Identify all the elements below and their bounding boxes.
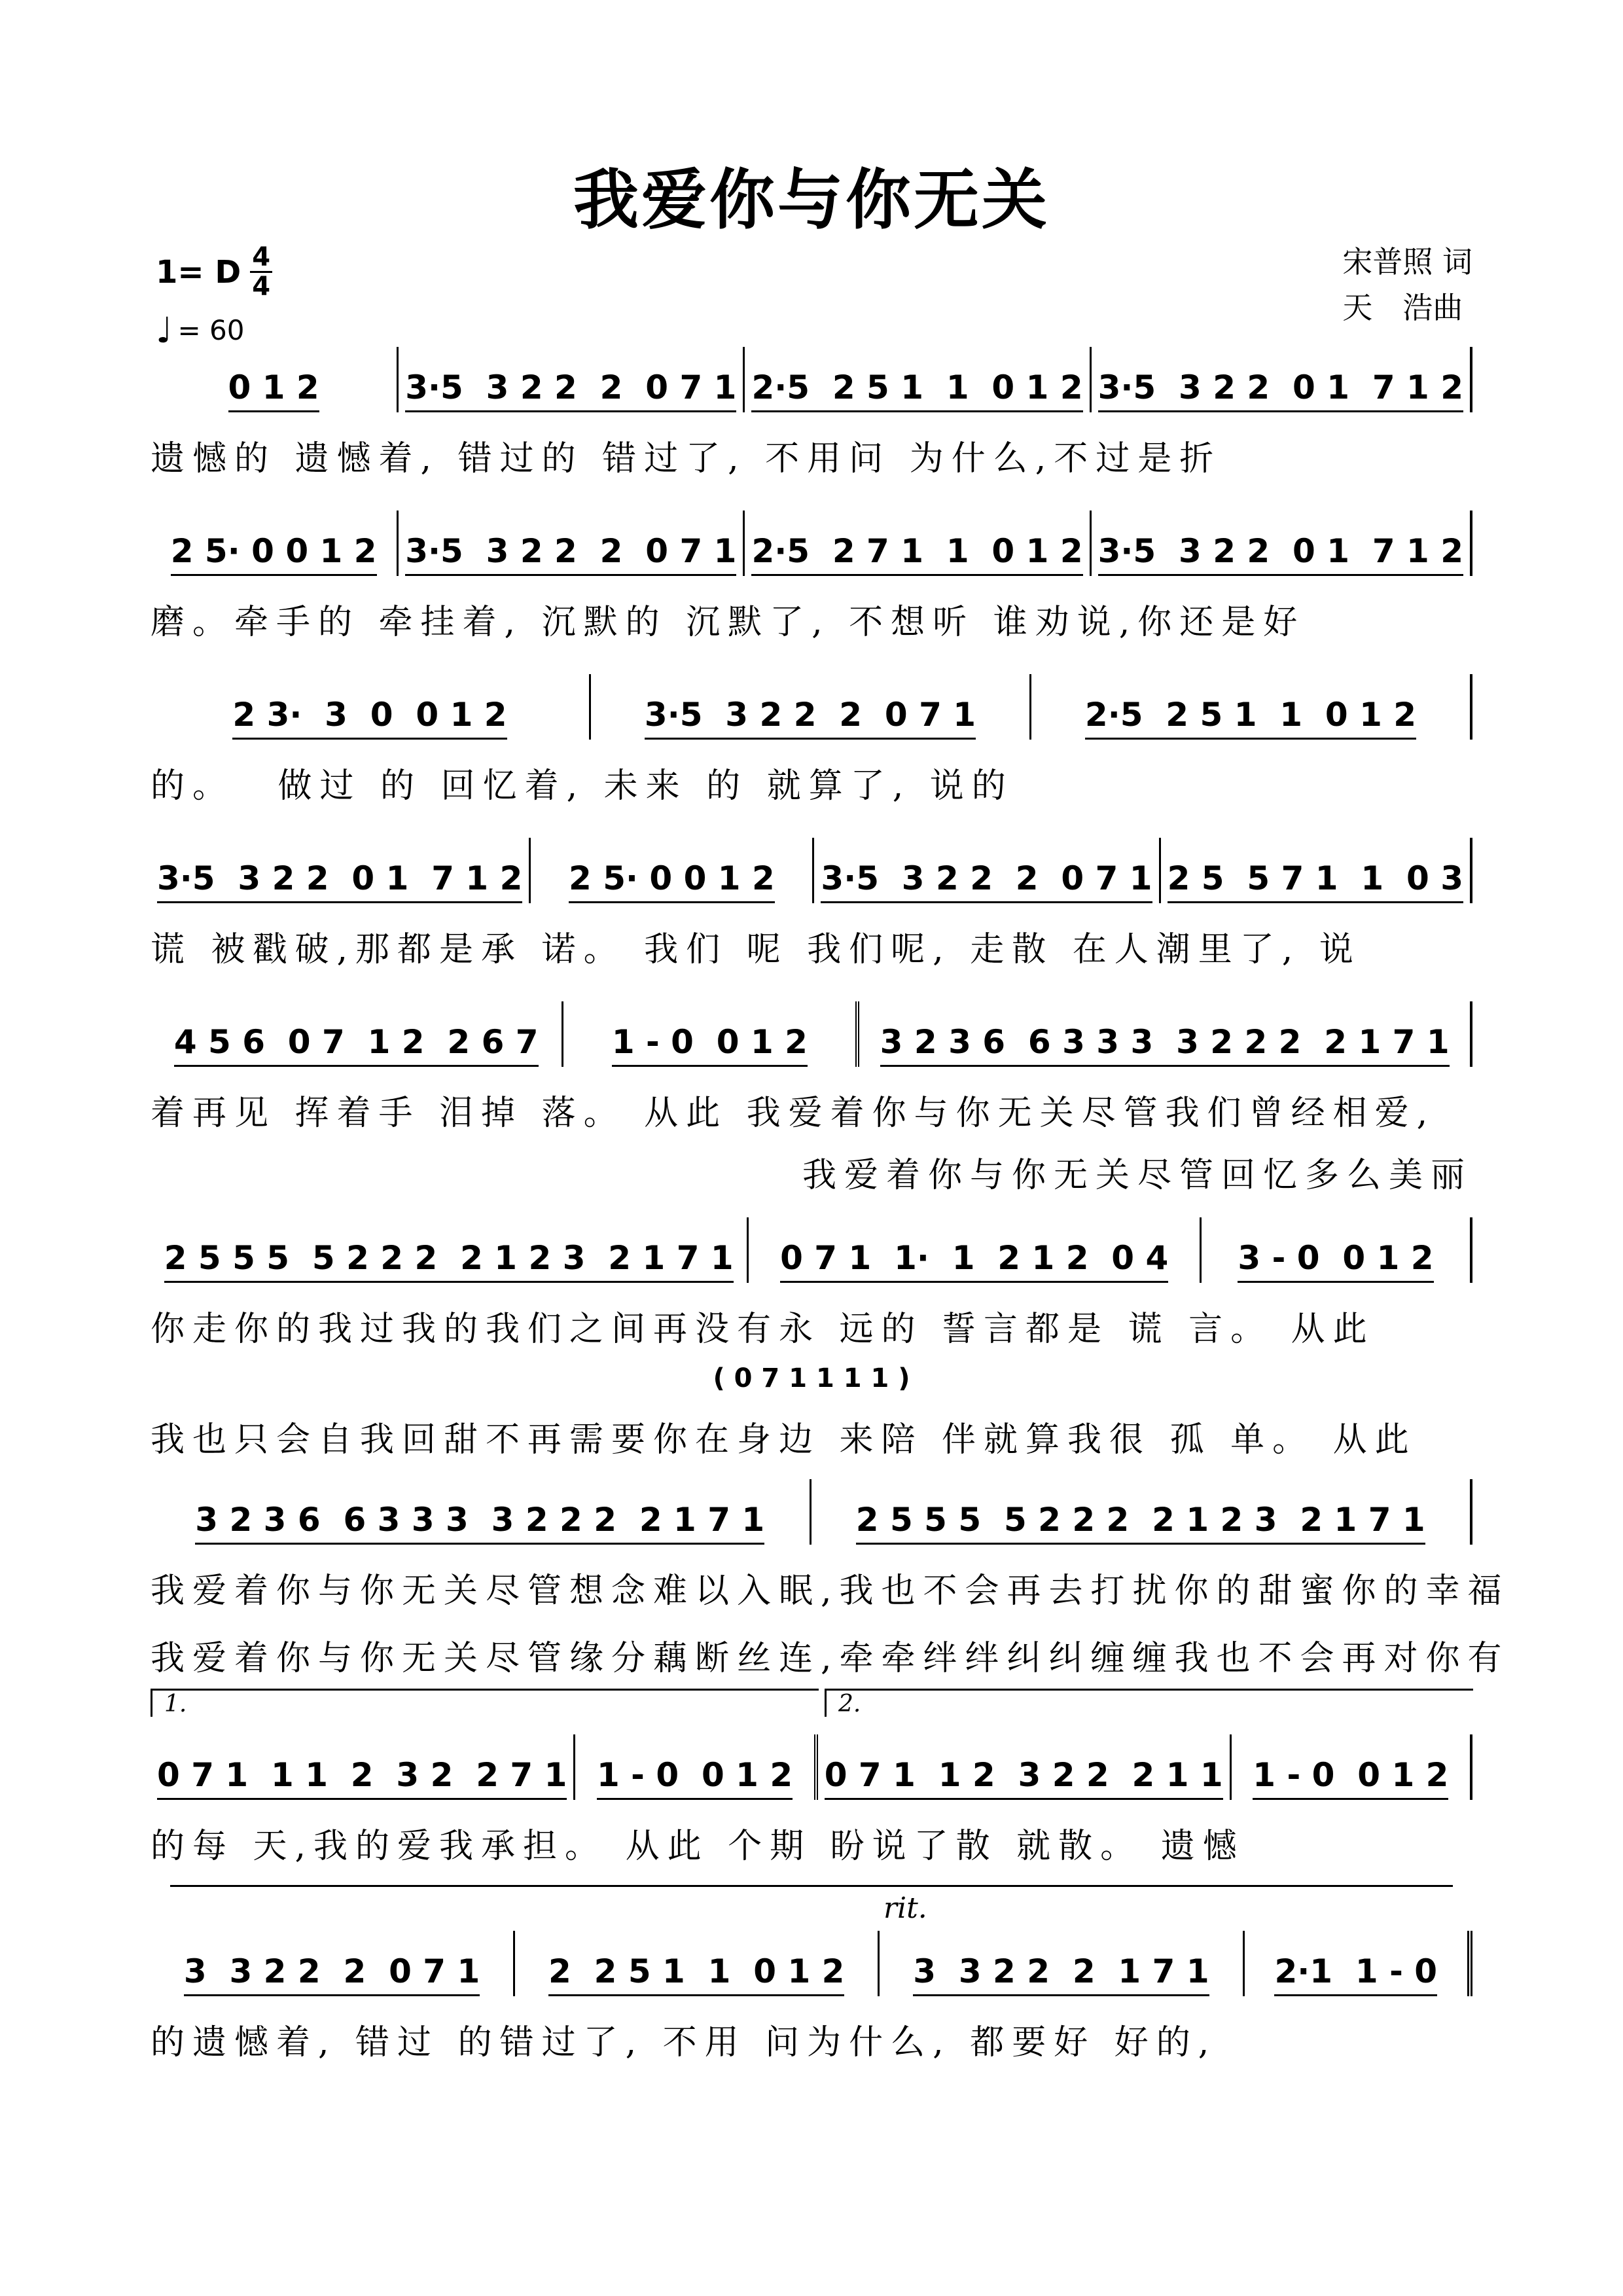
measure-notes: 2·5 2 7 1 1 0 1 2 bbox=[751, 532, 1082, 576]
measure bbox=[397, 347, 743, 412]
measure-notes: 3·5 3 2 2 0 1 7 1 2 bbox=[157, 859, 522, 903]
measure bbox=[151, 1931, 513, 1996]
measure bbox=[814, 1734, 1230, 1800]
measure bbox=[1200, 1217, 1470, 1283]
lyrics-line-2: 我爱着你与你无关尽管缘分藕断丝连,牵牵绊绊纠纠缠缠我也不会再对你有 bbox=[151, 1639, 1510, 1678]
score-system-6 bbox=[151, 1217, 1472, 1461]
time-sig-bottom: 4 bbox=[252, 272, 271, 302]
measure-notes: 3 3 2 2 2 1 7 1 bbox=[913, 1952, 1209, 1996]
measure bbox=[878, 1931, 1242, 1996]
measure-notes: 3·5 3 2 2 2 0 7 1 bbox=[645, 696, 976, 740]
measure-notes: 2·1 1 - 0 bbox=[1274, 1952, 1437, 1996]
score-meta bbox=[156, 243, 272, 351]
quarter-note-icon: ♩ bbox=[156, 310, 173, 351]
measure bbox=[397, 511, 743, 576]
score-system-4 bbox=[151, 838, 1472, 971]
lyrics-line: 磨。牵手的 牵挂着, 沉默的 沉默了, 不想听 谁劝说,你还是好 bbox=[151, 603, 1306, 642]
measure-notes: 3·5 3 2 2 0 1 7 1 2 bbox=[1098, 532, 1463, 576]
score-system-9 bbox=[151, 1885, 1472, 2064]
lyrics-line: 遗憾的 遗憾着, 错过的 错过了, 不用问 为什么,不过是折 bbox=[151, 439, 1222, 478]
measure-notes: 2 3· 3 0 0 1 2 bbox=[232, 696, 507, 740]
page-title: 我爱你与你无关 bbox=[573, 161, 1050, 238]
measure bbox=[747, 1217, 1200, 1283]
measure-notes: 0 7 1 1· 1 2 1 2 0 4 bbox=[780, 1239, 1168, 1283]
measure bbox=[810, 1479, 1471, 1545]
score-system-2 bbox=[151, 511, 1472, 643]
measure-notes: 3 - 0 0 1 2 bbox=[1238, 1239, 1433, 1283]
lyrics-line: 的。 做过 的 回忆着, 未来 的 就算了, 说的 bbox=[151, 766, 1014, 806]
measure-notes: 3·5 3 2 2 2 0 7 1 bbox=[405, 532, 736, 576]
measure-notes: 3·5 3 2 2 0 1 7 1 2 bbox=[1098, 368, 1463, 412]
measure-notes: 2·5 2 5 1 1 0 1 2 bbox=[1085, 696, 1416, 740]
measure bbox=[1230, 1734, 1470, 1800]
measure bbox=[573, 1734, 813, 1800]
measure-notes: 0 7 1 1 2 3 2 2 2 1 1 bbox=[825, 1756, 1223, 1800]
measure-notes: 1 - 0 0 1 2 bbox=[1253, 1756, 1448, 1800]
key-signature bbox=[156, 243, 272, 300]
measure bbox=[151, 838, 529, 903]
alternate-notes: ( 0 7 1 1 1 1 ) bbox=[713, 1363, 910, 1393]
measure-notes: 2 5· 0 0 1 2 bbox=[569, 859, 775, 903]
measure bbox=[151, 511, 397, 576]
measure-notes: 2·5 2 5 1 1 0 1 2 bbox=[751, 368, 1082, 412]
lyricist-credit: 宋普照 词 bbox=[1342, 244, 1472, 279]
lyrics-line-2: 我爱着你与你无关尽管回忆多么美丽 bbox=[802, 1156, 1472, 1195]
tempo-marking bbox=[156, 310, 272, 351]
measure-notes: 0 1 2 bbox=[228, 368, 319, 412]
measure bbox=[151, 1734, 573, 1800]
lyrics-line: 你走你的我过我的我们之间再没有永 远的 誓言都是 谎 言。 从此 bbox=[151, 1310, 1375, 1349]
score-system-5 bbox=[151, 1001, 1472, 1196]
measure bbox=[513, 1931, 878, 1996]
measure-notes: 3 2 3 6 6 3 3 3 3 2 2 2 2 1 7 1 bbox=[880, 1023, 1450, 1067]
measure-notes: 2 5 5 7 1 1 0 3 bbox=[1168, 859, 1463, 903]
ritardando-marking: rit. bbox=[883, 1892, 927, 1925]
composer-credit: 天 浩曲 bbox=[1342, 290, 1463, 325]
measure-notes: 1 - 0 0 1 2 bbox=[612, 1023, 808, 1067]
key-label: 1= D bbox=[156, 253, 241, 291]
measure-notes: 3·5 3 2 2 2 0 7 1 bbox=[821, 859, 1152, 903]
measure bbox=[529, 838, 812, 903]
measure bbox=[1090, 347, 1470, 412]
score-system-1 bbox=[151, 347, 1472, 480]
measure-notes: 3 3 2 2 2 0 7 1 bbox=[184, 1952, 480, 1996]
measure-notes: 2 5 5 5 5 2 2 2 2 1 2 3 2 1 7 1 bbox=[164, 1239, 734, 1283]
measure bbox=[562, 1001, 855, 1067]
score-system-8 bbox=[151, 1689, 1472, 1867]
measure-notes: 3·5 3 2 2 2 0 7 1 bbox=[405, 368, 736, 412]
measure-notes: 4 5 6 0 7 1 2 2 6 7 bbox=[174, 1023, 539, 1067]
lyrics-line: 我爱着你与你无关尽管想念难以入眠,我也不会再去打扰你的甜蜜你的幸福 bbox=[151, 1571, 1510, 1611]
measure-notes: 2 2 5 1 1 0 1 2 bbox=[548, 1952, 844, 1996]
measure-notes: 1 - 0 0 1 2 bbox=[597, 1756, 793, 1800]
score-system-3 bbox=[151, 674, 1472, 807]
measure bbox=[812, 838, 1158, 903]
volta-first-ending: 1. bbox=[151, 1689, 819, 1717]
measure bbox=[151, 347, 397, 412]
measure bbox=[1090, 511, 1470, 576]
volta-second-ending: 2. bbox=[825, 1689, 1473, 1717]
measure bbox=[1243, 1931, 1468, 1996]
lyrics-line-2: 我也只会自我回甜不再需要你在身边 来陪 伴就算我很 孤 单。 从此 bbox=[151, 1420, 1417, 1460]
measure bbox=[151, 674, 589, 740]
measure bbox=[1029, 674, 1470, 740]
measure bbox=[855, 1001, 1470, 1067]
measure bbox=[151, 1001, 562, 1067]
time-signature bbox=[250, 243, 272, 300]
measure-notes: 2 5· 0 0 1 2 bbox=[171, 532, 377, 576]
measure-notes: 2 5 5 5 5 2 2 2 2 1 2 3 2 1 7 1 bbox=[856, 1501, 1425, 1545]
measure bbox=[1159, 838, 1470, 903]
measure bbox=[589, 674, 1029, 740]
measure bbox=[743, 511, 1089, 576]
score-system-7 bbox=[151, 1479, 1510, 1679]
lyrics-line: 的遗憾着, 错过 的错过了, 不用 问为什么, 都要好 好的, bbox=[151, 2023, 1217, 2062]
lyrics-line: 谎 被戳破,那都是承 诺。 我们 呢 我们呢, 走散 在人潮里了, 说 bbox=[151, 930, 1361, 969]
measure bbox=[151, 1217, 747, 1283]
lyrics-line: 的每 天,我的爱我承担。 从此 个期 盼说了散 就散。 遗憾 bbox=[151, 1827, 1245, 1866]
measure bbox=[151, 1479, 810, 1545]
lyrics-line: 着再见 挥着手 泪掉 落。 从此 我爱着你与你无关尽管我们曾经相爱, bbox=[151, 1094, 1436, 1133]
measure bbox=[743, 347, 1089, 412]
tempo-value: = 60 bbox=[177, 314, 245, 346]
measure-notes: 0 7 1 1 1 2 3 2 2 7 1 bbox=[157, 1756, 567, 1800]
time-sig-top: 4 bbox=[252, 242, 271, 272]
measure-notes: 3 2 3 6 6 3 3 3 3 2 2 2 2 1 7 1 bbox=[195, 1501, 764, 1545]
credits bbox=[1342, 239, 1472, 331]
